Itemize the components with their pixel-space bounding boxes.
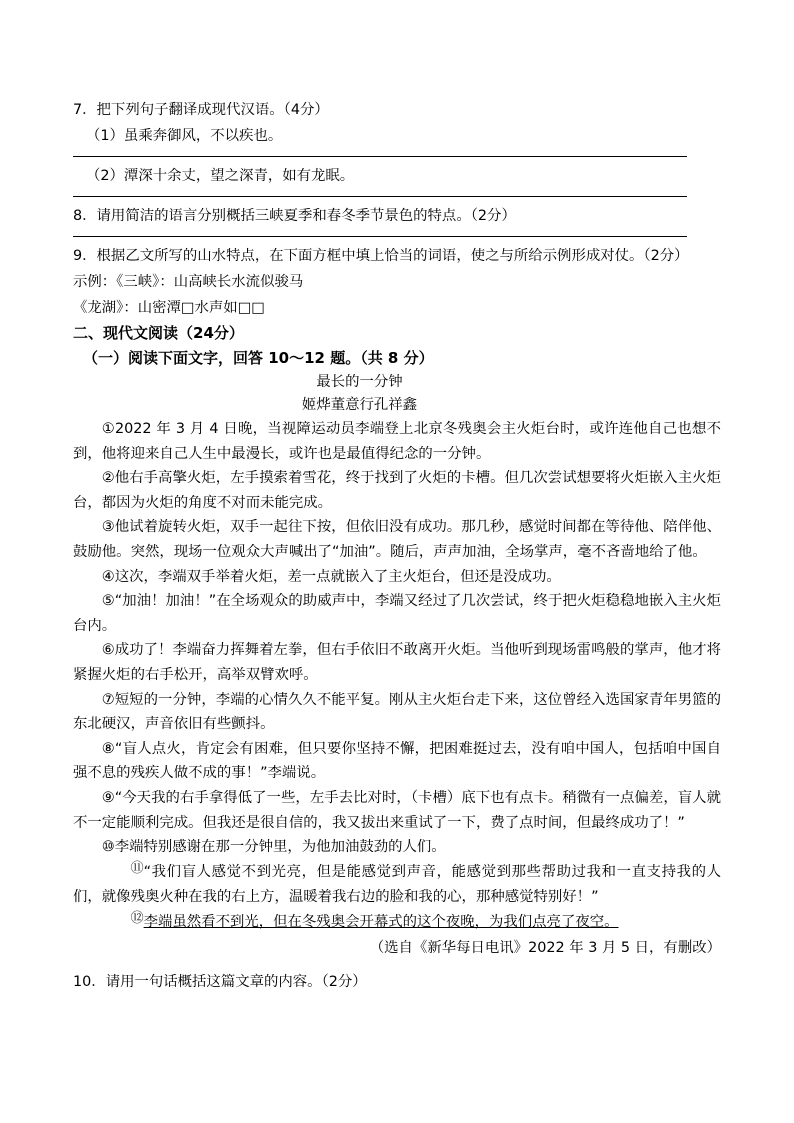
paragraph-marker: ⑧ [101, 740, 115, 757]
article-authors: 姬烨董意行孔祥鑫 [301, 397, 418, 413]
article-title: 最长的一分钟 [316, 374, 403, 390]
question-8-prompt: 8．请用简洁的语言分别概括三峡夏季和春冬季节景色的特点。（2分） [73, 208, 516, 224]
paragraph-marker: ② [101, 470, 115, 487]
article-paragraph [73, 688, 721, 737]
question-9-example: 示例：《三峡》：山高峡长水流似骏马 [73, 274, 304, 290]
section-subheading: （一）阅读下面文字，回答 10～12 题。（共 8 分） [83, 349, 434, 367]
paragraph-text: “盲人点火，肯定会有困难，但只要你坚持不懈，把困难挺过去，没有咱中国人，包括咱中国自强不息的残疾人做不成的事！”李端说。 [73, 740, 721, 782]
paragraph-marker: ⑨ [101, 789, 115, 806]
paragraph-marker: ⑫ [130, 910, 144, 926]
paragraph-text: 成功了！李端奋力挥舞着左拳，但右手依旧不敢离开火炬。当他听到现场雷鸣般的掌声，他才将紧握火炬的右手松开，高举双臂欢呼。 [73, 642, 721, 683]
question-9-prompt: 9．根据乙文所写的山水特点，在下面方框中填上恰当的词语，使之与所给示例形成对仗。（2分） [73, 248, 689, 264]
paragraph-marker: ⑤ [101, 593, 115, 610]
article-paragraph [73, 417, 721, 466]
article-body [73, 417, 720, 935]
paragraph-text: 李端虽然看不到光，但在冬残奥会开幕式的这个夜晚，为我们点亮了夜空。 [143, 913, 619, 930]
article-paragraph [73, 589, 721, 638]
paragraph-text: “我们盲人感觉不到光亮，但是能感觉到声音，能感觉到那些帮助过我和一直支持我的人们，就像残奥火种在我的右上方，温暖着我右边的脸和我的心，那种感觉特别好！” [73, 863, 721, 906]
article-source: （选自《新华每日电讯》2022 年 3 月 5 日，有删改） [369, 940, 721, 957]
answer-rule-7-2 [73, 196, 687, 197]
paragraph-text: “加油！加油！”在全场观众的助威声中，李端又经过了几次尝试，终于把火炬稳稳地嵌入主火炬台内。 [73, 593, 721, 634]
article-paragraph [73, 786, 721, 835]
paragraph-text: 短短的一分钟，李端的心情久久不能平复。刚从主火炬台走下来，这位曾经入选国家青年男篮的东北硬汉，声音依旧有些颤抖。 [73, 691, 721, 733]
question-7-prompt: 7．把下列句子翻译成现代汉语。（4分） [73, 102, 329, 118]
section-heading: 二、现代文阅读（24分） [73, 324, 244, 342]
paragraph-text: 李端特别感谢在那一分钟里，为他加油鼓劲的人们。 [114, 839, 446, 856]
paragraph-marker: ⑦ [101, 691, 115, 708]
paragraph-text: 2022 年 3 月 4 日晚，当视障运动员李端登上北京冬残奥会主火炬台时，或许连他自己也想不到，他将迎来自己人生中最漫长，或许也是最值得纪念的一分钟。 [73, 421, 721, 462]
paragraph-marker: ⑥ [101, 642, 115, 659]
paragraph-text: 他右手高擎火炬，左手摸索着雪花，终于找到了火炬的卡槽。但几次尝试想要将火炬嵌入主火炬台，都因为火炬的角度不对而未能完成。 [73, 470, 721, 511]
question-9-fill-in: 《龙湖》：山密潭□水声如□□ [73, 300, 265, 316]
article-paragraph [73, 466, 721, 515]
article-paragraph [73, 835, 721, 860]
question-7-item-2: （2）潭深十余丈，望之深青，如有龙眠。 [86, 168, 355, 184]
paragraph-text: 这次，李端双手举着火炬，差一点就嵌入了主火炬台，但还是没成功。 [114, 568, 561, 585]
answer-rule-7-1 [73, 156, 687, 157]
article-paragraph [73, 910, 721, 936]
article-paragraph [73, 565, 721, 590]
paragraph-marker: ⑩ [101, 839, 115, 856]
article-paragraph [73, 737, 721, 786]
article-paragraph [73, 860, 721, 910]
paragraph-text: 他试着旋转火炬，双手一起往下按，但依旧没有成功。那几秒，感觉时间都在等待他、陪伴他、鼓励他。突然，现场一位观众大声喊出了“加油”。随后，声声加油，全场掌声，毫不吝啬地给了他。 [73, 519, 721, 560]
article-paragraph [73, 515, 721, 564]
question-10-prompt: 10．请用一句话概括这篇文章的内容。（2分） [73, 974, 367, 991]
paragraph-marker: ⑪ [130, 860, 144, 876]
paragraph-marker: ③ [101, 519, 115, 536]
paragraph-text: “今天我的右手拿得低了一些，左手去比对时，（卡槽）底下也有点卡。稍微有一点偏差，盲人就不一定能顺利完成。但我还是很自信的，我又拔出来重试了一下，费了点时间，但最终成功了！” [73, 789, 722, 831]
question-7-item-1: （1）虽乘奔御风，不以疾也。 [86, 128, 283, 144]
paragraph-marker: ④ [101, 568, 115, 585]
paragraph-marker: ① [101, 421, 115, 437]
article-paragraph [73, 638, 721, 687]
answer-rule-8 [73, 236, 687, 237]
